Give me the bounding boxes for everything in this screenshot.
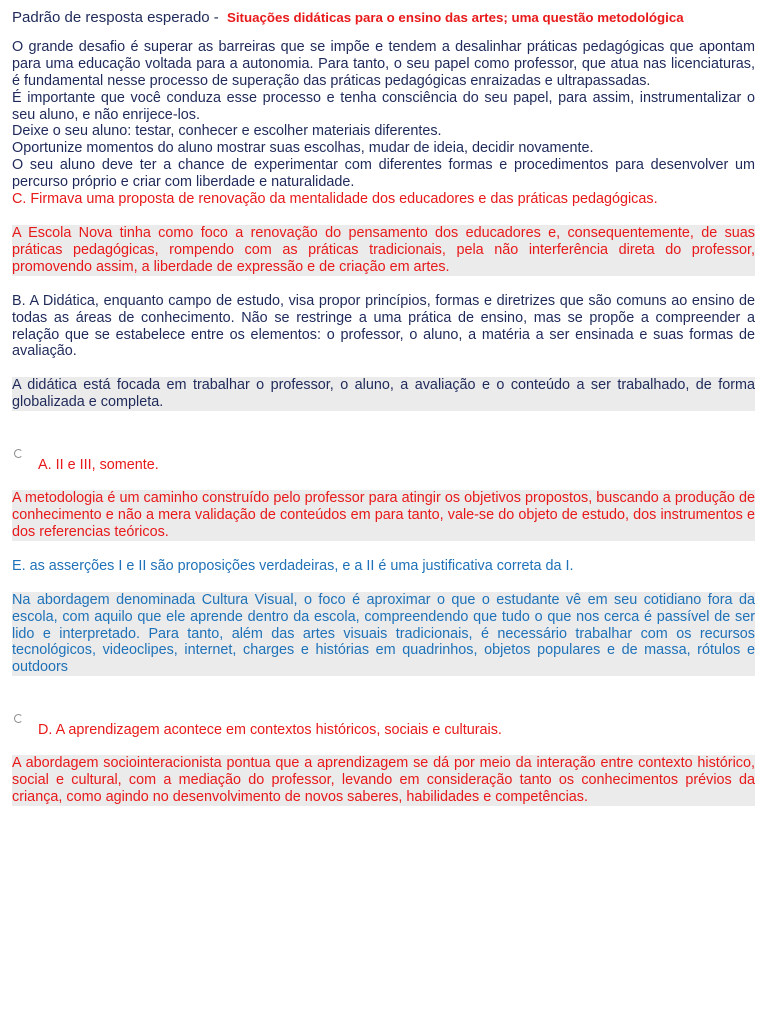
escola-nova-explanation: A Escola Nova tinha como foco a renovação do pensamento dos educadores e, consequentemente, de suas práticas pedagógicas, rompendo com as práticas tradicionais, pela não interferência direta do professor, promovendo assim, a liberdade de expressão e de criação em artes. [12,224,755,275]
spacer [12,208,755,225]
spacer [12,473,755,490]
answer-e-text: E. as asserções I e II são proposições verdadeiras, e a II é uma justificativa correta da I. [12,557,574,574]
header-prefix: Padrão de resposta esperado - [12,9,219,26]
spacer [12,738,755,755]
spacer [12,411,755,449]
answer-c-text: C. Firmava uma proposta de renovação da mentalidade dos educadores e das práticas pedagógicas. [12,191,658,208]
answer-document [12,10,755,806]
intro-paragraph-5: O seu aluno deve ter a chance de experimentar com diferentes formas e procedimentos para desenvolver um percurso próprio e criar com liberdade e naturalidade. [12,157,755,191]
option-a-label[interactable]: A. II e III, somente. [38,457,159,474]
spacer [12,360,755,377]
spacer [12,541,755,558]
page-header [12,10,755,27]
didatica-explanation: A didática está focada em trabalhar o professor, o aluno, a avaliação e o conteúdo a ser trabalhado, de forma globalizada e completa. [12,377,755,411]
intro-paragraph-3: Deixe o seu aluno: testar, conhecer e escolher materiais diferentes. [12,123,442,140]
radio-button-option-a[interactable] [14,449,23,458]
metodologia-explanation: A metodologia é um caminho construído pelo professor para atingir os objetivos propostos, buscando a produção de conhecimento e não a mera validação de conteúdos em para tanto, vale-se do objeto de estudo, dos instrumentos e dos referencias teóricos. [12,490,755,540]
spacer [12,676,755,714]
option-a-row[interactable] [12,449,755,473]
header-subject: Situações didáticas para o ensino das artes; uma questão metodológica [226,10,684,25]
option-d-label[interactable]: D. A aprendizagem acontece em contextos históricos, sociais e culturais. [38,722,502,739]
intro-paragraph-4: Oportunize momentos do aluno mostrar suas escolhas, mudar de ideia, decidir novamente. [12,140,594,157]
option-d-row[interactable] [12,714,755,738]
spacer [12,575,755,592]
intro-paragraph-1: O grande desafio é superar as barreiras que se impõe e tendem a desalinhar práticas pedagógicas que apontam para uma educação voltada para a autonomia. Para tanto, o seu papel como professor, que atua nas licenciaturas, é fundamental nesse processo de superação das práticas pedagógicas enraizadas e ultrapassadas. [12,38,755,89]
answer-b-text: B. A Didática, enquanto campo de estudo, visa propor princípios, formas e diretrizes que são comuns ao ensino de todas as áreas de conhecimento. Não se restringe a uma prática de ensino, mas se propõe a compreender a relação que se estabelece entre os elementos: o professor, o aluno, a matéria a ser ensinada e suas formas de avaliação. [12,292,755,360]
sociointeracionista-explanation: A abordagem sociointeracionista pontua que a aprendizagem se dá por meio da interação entre contexto histórico, social e cultural, com a mediação do professor, levando em consideração tanto os conhecimentos prévios da criança, como agindo no desenvolvimento de novos saberes, habilidades e competências. [12,755,755,806]
cultura-visual-explanation: Na abordagem denominada Cultura Visual, o foco é aproximar o que o estudante vê em seu cotidiano fora da escola, com aquilo que ele aprende dentro da escola, compreendendo que tudo o que nos cerca é passível de ser lido e interpretado. Para tanto, além das artes visuais tradicionais, é necessário trabalhar com os recursos tecnológicos, videoclipes, internet, charges e histórias em quadrinhos, objetos populares e de massa, rótulos e outdoors [12,591,755,676]
spacer [12,276,755,293]
intro-paragraph-2: É importante que você conduza esse processo e tenha consciência do seu papel, para assim, instrumentalizar o seu aluno, e não enrijece-los. [12,89,755,123]
radio-button-option-d[interactable] [14,714,23,723]
